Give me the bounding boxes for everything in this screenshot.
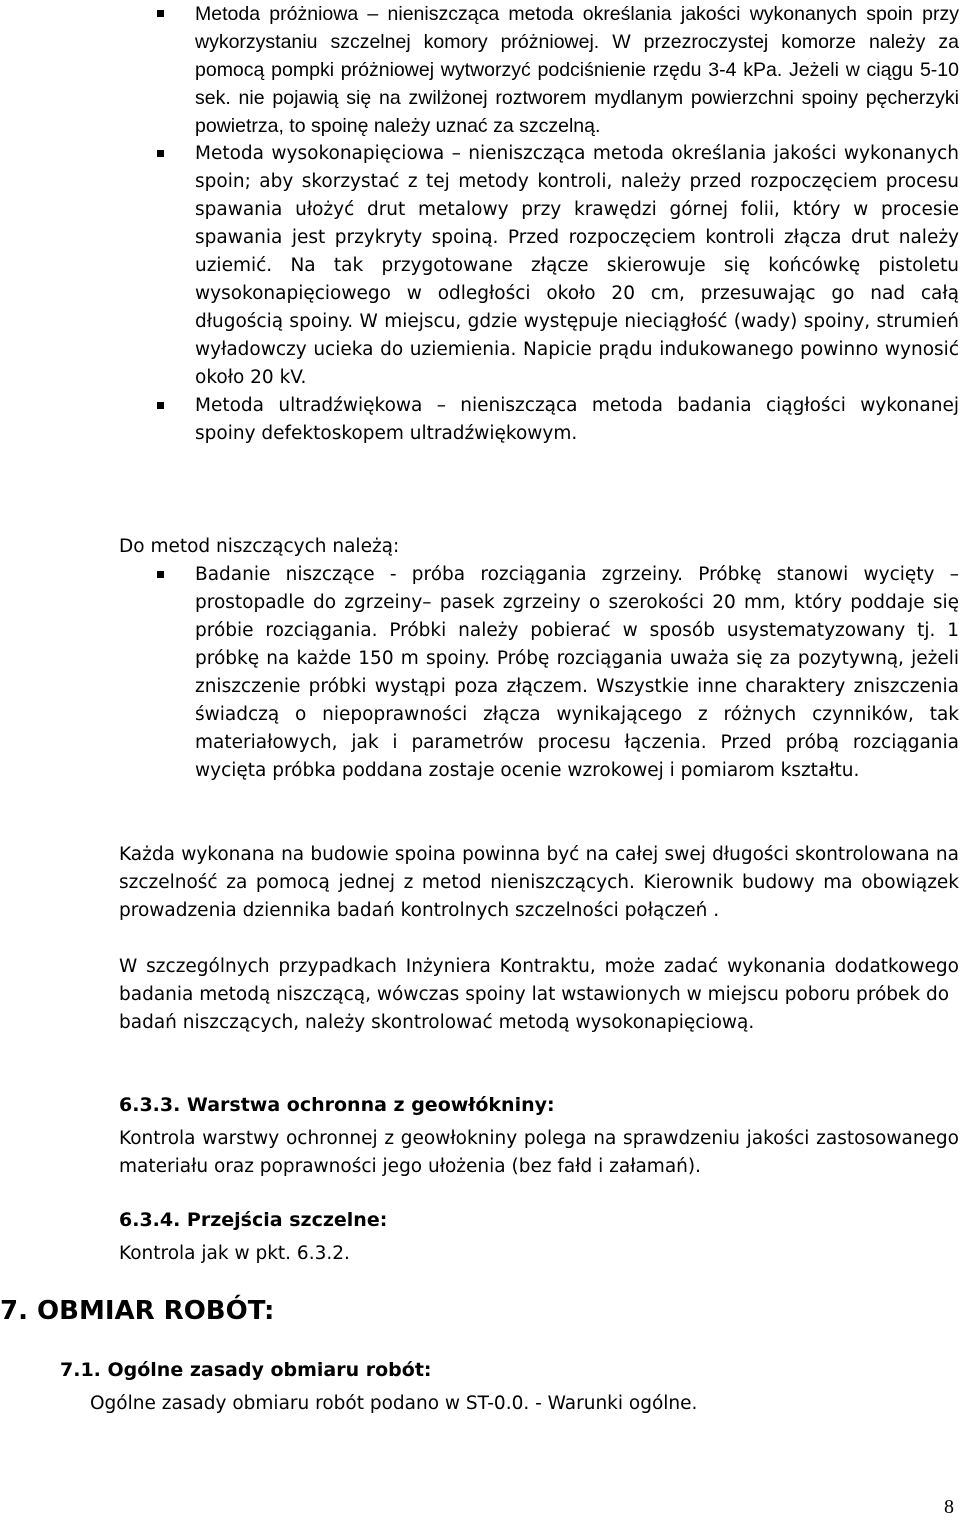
section-heading-7-1: 7.1. Ogólne zasady obmiaru robót: [60,1359,432,1381]
control-paragraph: Każda wykonana na budowie spoina powinna być na całej swej długości skontrolowana na szczelność za pomocą jednej z metod nieniszczących. Kierownik budowy ma obowiązek prowadzenia dziennika badań kontrolnych szczelności połączeń . [119,844,959,921]
list-item-text: Badanie niszczące - próba rozciągania zgrzeiny. Próbkę stanowi wycięty – prostopadle do zgrzeiny– pasek zgrzeiny o szerokości 20 mm, który poddaje się próbie rozciągania. Próbki należy pobierać w sposób usystematyzowany tj. 1 próbkę na każde 150 m spoiny. Próbę rozciągania uważa się za pozytywną, jeżeli zniszczenie próbki wystąpi poza złączem. Wszystkie inne charaktery zniszczenia świadczą o niepoprawności złącza wynikającego z różnych czynników, tak materiałowych, jak i parametrów procesu łączenia. Przed próbą rozciągania wycięta próbka poddana zostaje ocenie wzrokowej i pomiarom kształtu. [195,564,959,781]
list-item-vacuum-method [157,0,959,140]
special-cases-paragraph [119,953,959,1037]
list-item-high-voltage-method [157,140,959,392]
nondestructive-methods-list [157,0,959,448]
section-text-6-3-4: Kontrola jak w pkt. 6.3.2. [119,1243,350,1264]
special-cases-text: W szczególnych przypadkach Inżyniera Kontraktu, może zadać wykonania dodatkowego badania metodą niszczącą, wówczas spoiny lat wstawionych w miejscu poboru próbek do [119,956,959,1005]
section-heading-7: 7. OBMIAR ROBÓT: [0,1296,275,1326]
section-text-6-3-3: Kontrola warstwy ochronnej z geowłokniny polega na sprawdzeniu jakości zastosowanego materiału oraz poprawności jego ułożenia (bez fałd i załamań). [119,1128,959,1177]
destructive-methods-list [157,561,959,785]
bullet-square-icon [157,571,164,578]
section-text-7-1: Ogólne zasady obmiaru robót podano w ST-0.0. - Warunki ogólne. [90,1393,698,1414]
list-item-text: Metoda próżniowa – nieniszcząca metoda określania jakości wykonanych spoin przy wykorzystaniu szczelnej komory próżniowej. W przezroczystej komorze należy za pomocą pompki próżniowej wytworzyć podciśnienie rzędu 3-4 kPa. Jeżeli w ciągu 5-10 sek. nie pojawią się na zwilżonej roztworem mydlanym powierzchni spoiny pęcherzyki powietrza, to spoinę należy uznać za szczelną. [195,3,959,137]
list-item-tensile-test [157,561,959,785]
list-item-text: Metoda wysokonapięciowa – nieniszcząca metoda określania jakości wykonanych spoin; aby skorzystać z tej metody kontroli, należy przed rozpoczęciem procesu spawania ułożyć drut metalowy przy krawędzi górnej folii, który w procesie spawania jest przykryty spoiną. Przed rozpoczęciem kontroli złącza drut należy uziemić. Na tak przygotowane złącze skierowuje się końcówkę pistoletu wysokonapięciowego w odległości około 20 cm, przesuwając go nad całą długością spoiny. W miejscu, gdzie występuje nieciągłość (wady) spoiny, strumień wyładowczy ucieka do uziemienia. Napicie prądu indukowanego powinno wynosić około 20 kV. [195,143,959,388]
section-heading-6-3-3: 6.3.3. Warstwa ochronna z geowłókniny: [119,1094,555,1116]
page-number: 8 [944,1496,954,1518]
list-item-text: Metoda ultradźwiękowa – nieniszcząca metoda badania ciągłości wykonanej spoiny defektoskopem ultradźwiękowym. [195,395,959,444]
bullet-square-icon [157,150,164,157]
special-cases-text-continued: badań niszczących, należy skontrolować metodą wysokonapięciową. [119,1012,755,1033]
section-heading-6-3-4: 6.3.4. Przejścia szczelne: [119,1209,388,1231]
bullet-square-icon [157,402,164,409]
list-item-ultrasonic-method [157,392,959,448]
bullet-square-icon [157,10,164,17]
destructive-intro: Do metod niszczących należą: [119,536,400,557]
